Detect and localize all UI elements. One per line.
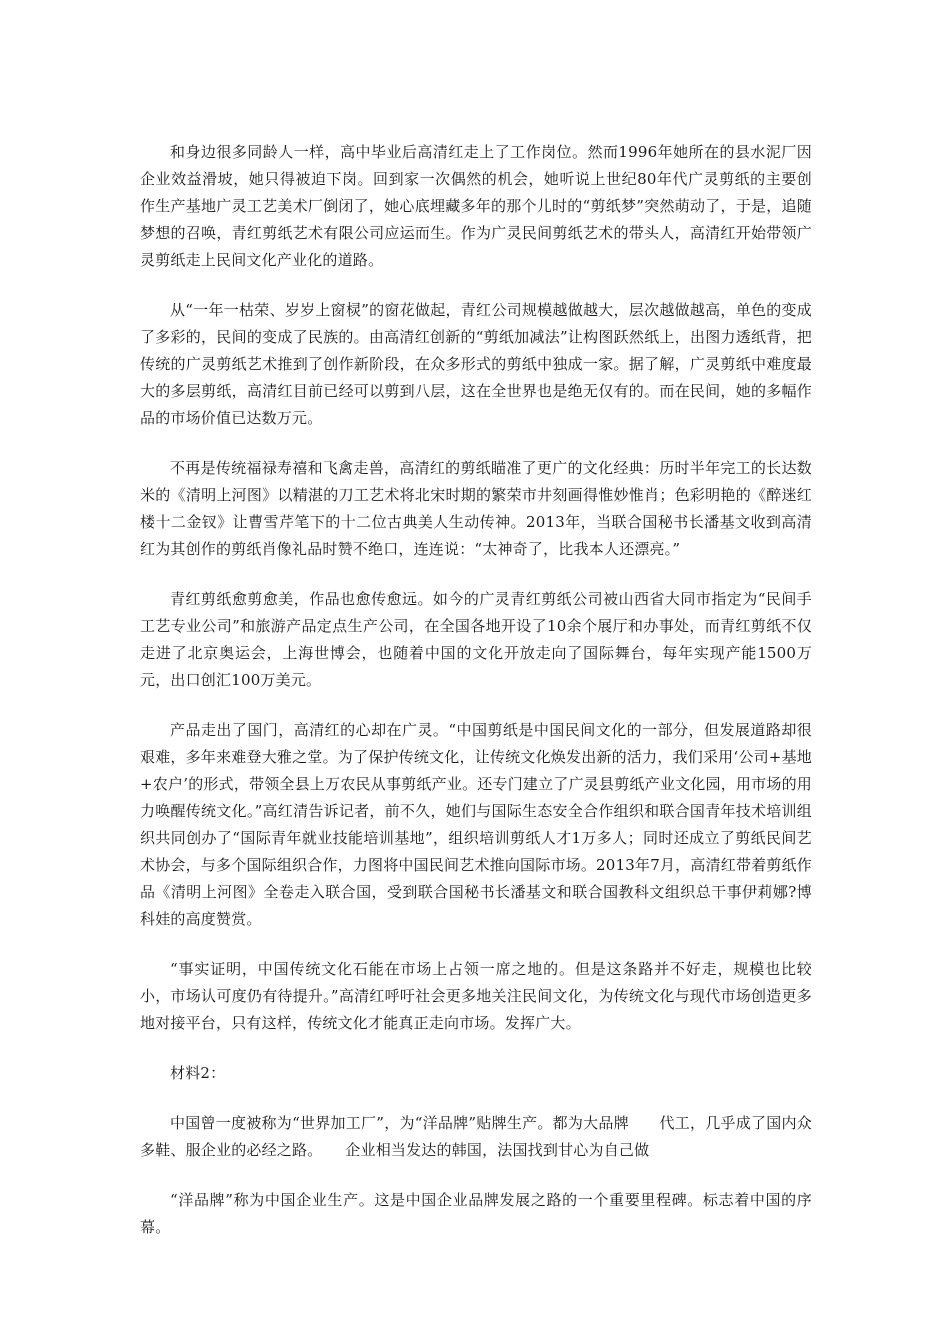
paragraph: 从“一年一枯荣、岁岁上窗棂”的窗花做起，青红公司规模越做越大，层次越做越高，单色的变成了多彩的，民间的变成了民族的。由高清红创新的“剪纸加减法”让构图跃然纸上，出图力透纸背，把传统的广灵剪纸艺术推到了创作新阶段，在众多形式的剪纸中独成一家。据了解，广灵剪纸中难度最大的多层剪纸，高清红目前已经可以剪到八层，这在全世界也是绝无仅有的。而在民间，她的多幅作品的市场价值已达数万元。 [140, 301, 812, 427]
paragraph: 不再是传统福禄寿禧和飞禽走兽，高清红的剪纸瞄准了更广的文化经典：历时半年完工的长达数米的《清明上河图》以精湛的刀工艺术将北宋时期的繁荣市井刻画得惟妙惟肖；色彩明艳的《醉迷红楼十二金钗》让曹雪芹笔下的十二位古典美人生动传神。2013年，当联合国秘书长潘基文收到高清红为其创作的剪纸肖像礼品时赞不绝口，连连说：“太神奇了，比我本人还漂亮。” [140, 459, 812, 558]
paragraph: 青红剪纸愈剪愈美，作品也愈传愈远。如今的广灵青红剪纸公司被山西省大同市指定为“民间手工艺专业公司”和旅游产品定点生产公司，在全国各地开设了10余个展厅和办事处，而青红剪纸不仅走进了北京奥运会，上海世博会，也随着中国的文化开放走向了国际舞台，每年实现产能1500万元，出口创汇100万美元。 [140, 590, 812, 689]
material-label: 材料2： [170, 1064, 226, 1082]
paragraph: 产品走出了国门，高清红的心却在广灵。“中国剪纸是中国民间文化的一部分，但发展道路却很艰难，多年来难登大雅之堂。为了保护传统文化，让传统文化焕发出新的活力，我们采用‘公司+基地+农户’的形式，带领全县上万农民从事剪纸产业。还专门建立了广灵县剪纸产业文化园，用市场的用力唤醒传统文化。”高红清告诉记者，前不久，她们与国际生态安全合作组织和联合国青年技术培训组织共同创办了“国际青年就业技能培训基地”，组织培训剪纸人才1万多人；同时还成立了剪纸民间艺术协会，与多个国际组织合作，力图将中国民间艺术推向国际市场。2013年7月，高清红带着剪纸作品《清明上河图》全卷走入联合国，受到联合国秘书长潘基文和联合国教科文组织总干事伊莉娜?博科娃的高度赞赏。 [140, 721, 812, 928]
paragraph: 和身边很多同龄人一样，高中毕业后高清红走上了工作岗位。然而1996年她所在的县水泥厂因企业效益滑坡，她只得被迫下岗。回到家一次偶然的机会，她听说上世纪80年代广灵剪纸的主要创作生产基地广灵工艺美术厂倒闭了，她心底埋藏多年的那个儿时的“剪纸梦”突然萌动了，于是，追随梦想的召唤，青红剪纸艺术有限公司应运而生。作为广灵民间剪纸艺术的带头人，高清红开始带领广灵剪纸走上民间文化产业化的道路。 [140, 143, 812, 269]
article-body [140, 139, 812, 1264]
paragraph: “事实证明，中国传统文化石能在市场上占领一席之地的。但是这条路并不好走，规模也比较小，市场认可度仍有待提升。”高清红呼吁社会更多地关注民间文化，为传统文化与现代市场创造更多地对接平台，只有这样，传统文化才能真正走向市场。发挥广大。 [140, 960, 812, 1032]
paragraph: “洋品牌”称为中国企业生产。这是中国企业品牌发展之路的一个重要里程碑。标志着中国的序幕。 [140, 1191, 812, 1236]
paragraph: 中国曾一度被称为“世界加工厂”，为“洋品牌”贴牌生产。都为大品牌 代工，几乎成了国内众多鞋、服企业的必经之路。 企业相当发达的韩国，法国找到甘心为自己做 [140, 1114, 812, 1159]
